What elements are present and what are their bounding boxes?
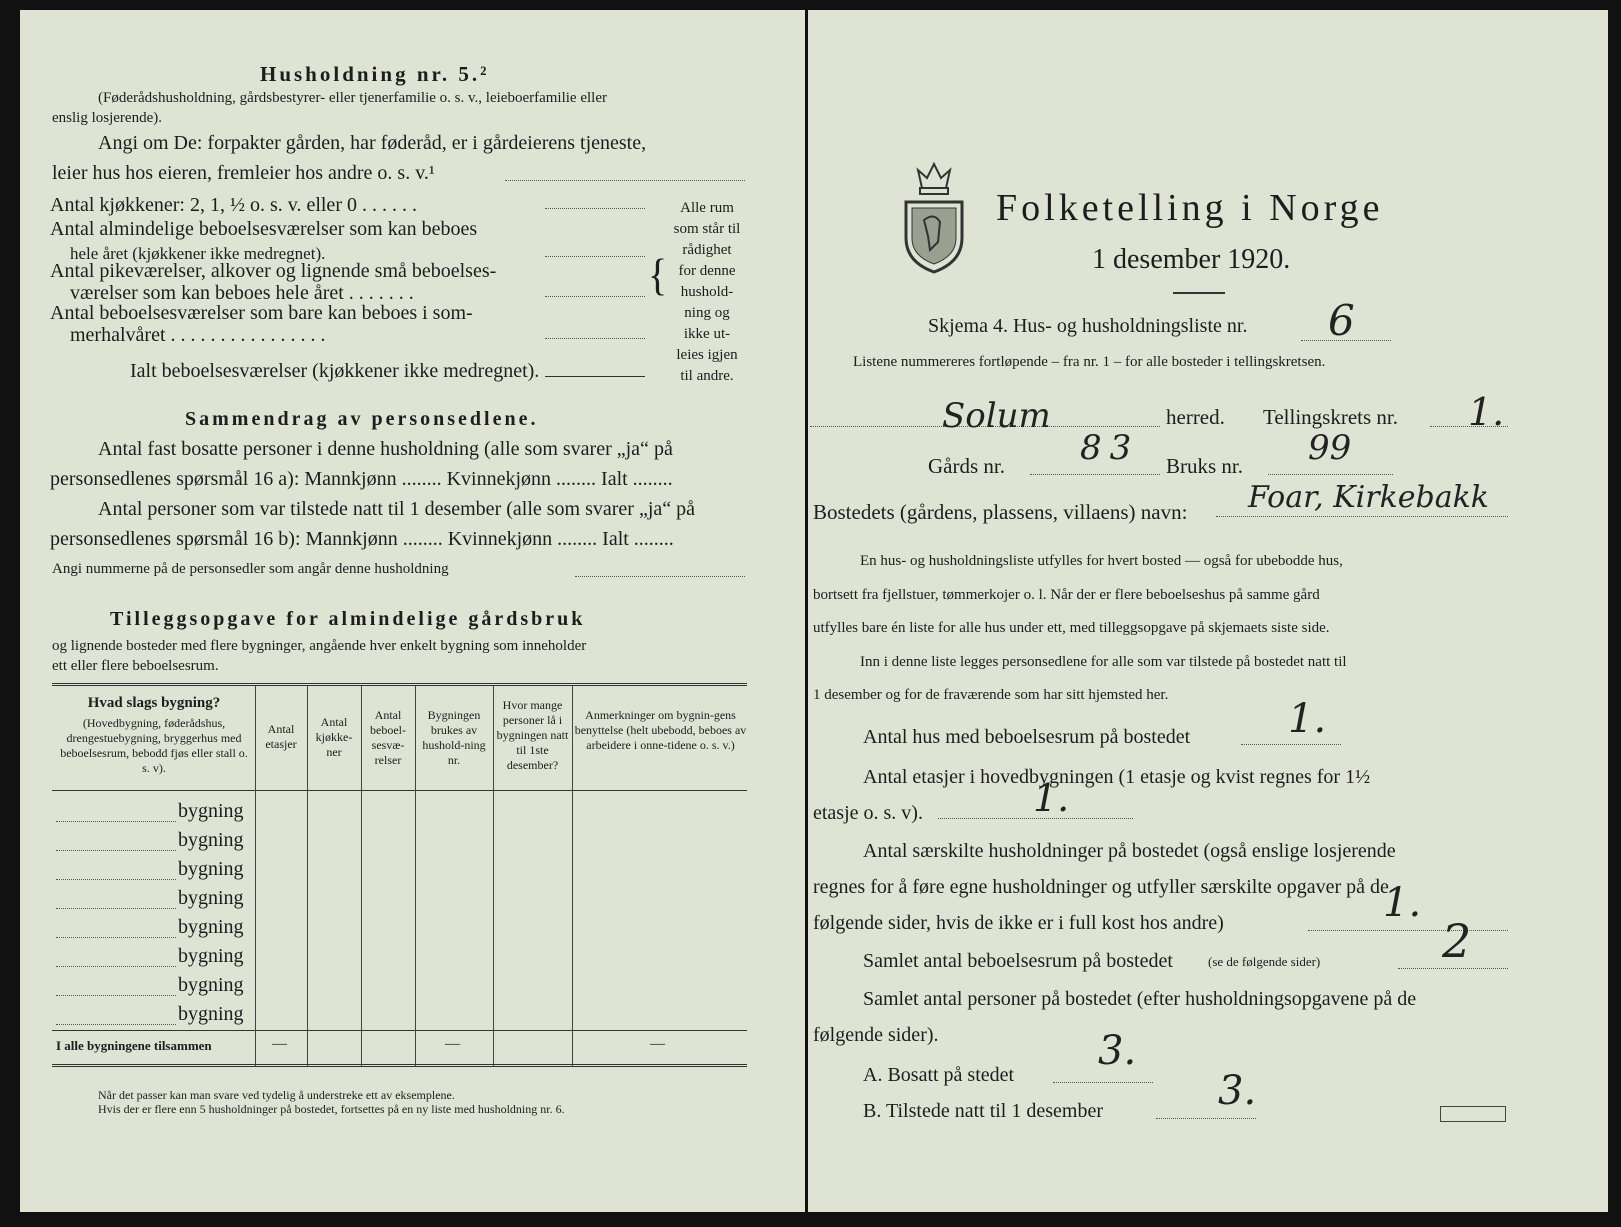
col-line (415, 686, 416, 1066)
q1-line-rule (1241, 744, 1341, 745)
total-row-label: I alle bygningene tilsammen (56, 1038, 212, 1053)
summary-line-1: Antal fast bosatte personer i denne husholdning (alle som svarer „ja“ på (98, 438, 673, 460)
listene-note: Listene nummereres fortløpende – fra nr. 1 – for alle bosteder i tellingskretsen. (853, 354, 1326, 370)
col-line (255, 686, 256, 1066)
col-line (361, 686, 362, 1066)
bosted-label: Bostedets (gårdens, plassens, villaens) navn: (813, 500, 1188, 524)
rooms-line-3: Antal pikeværelser, alkover og lignende små beboelses- (50, 260, 497, 282)
row-answer-line (56, 850, 176, 851)
total-dash: — (445, 1036, 460, 1052)
printer-stamp (1440, 1106, 1506, 1122)
para2-line-2: 1 desember og for de fraværende som har sitt hjemsted her. (813, 687, 1169, 703)
bruks-line-rule (1268, 474, 1393, 475)
header-kitchens: Antal kjøkke-ner (315, 715, 353, 759)
qa-label: A. Bosatt på stedet (863, 1064, 1015, 1086)
krets-label: Tellingskrets nr. (1263, 405, 1399, 429)
row-answer-line (56, 1024, 176, 1025)
qa-line-rule (1053, 1082, 1153, 1083)
nummerne-line (575, 576, 745, 577)
total-dash: — (650, 1036, 665, 1052)
skjema-value: 6 (1328, 296, 1355, 345)
row-answer-line (56, 908, 176, 909)
row-label: bygning (178, 800, 244, 822)
row-label: bygning (178, 887, 244, 909)
brace: { (648, 249, 668, 300)
rooms-line-0: Antal kjøkkener: 2, 1, ½ o. s. v. eller 0 . . . . . . (50, 194, 417, 216)
row-label: bygning (178, 974, 244, 996)
q4-small: (se de følgende sider) (1208, 954, 1321, 969)
summary-line-3: Antal personer som var tilstede natt til 1 desember (alle som svarer „ja“ på (98, 498, 696, 520)
row-answer-line (56, 995, 176, 996)
q3-line-2: regnes for å føre egne husholdninger og utfyller særskilte opgaver på de (813, 876, 1389, 898)
header-household: Bygningen brukes av hushold-ning nr. (422, 708, 486, 767)
tillegg-line-2: ett eller flere beboelsesrum. (52, 658, 219, 674)
bruks-label: Bruks nr. (1166, 454, 1244, 478)
para2-line-1: Inn i denne liste legges personsedlene for alle som var tilstede på bostedet natt til (860, 654, 1347, 670)
answer-line-rooms (545, 256, 645, 257)
angi-answer-line (505, 180, 745, 181)
gards-line-rule (1030, 474, 1160, 475)
qb-label: B. Tilstede natt til 1 desember (863, 1100, 1103, 1122)
row-answer-line (56, 879, 176, 880)
rooms-line-4: værelser som kan beboes hele året . . . . . . . (70, 282, 414, 304)
footnote-2: Hvis der er flere enn 5 husholdninger på bostedet, fortsettes på en ny liste med husholdning nr. 6. (98, 1102, 565, 1116)
q3-value: 1. (1383, 880, 1422, 926)
skjema-line: Skjema 4. Hus- og husholdningsliste nr. (928, 315, 1248, 337)
row-label: bygning (178, 858, 244, 880)
col-line (493, 686, 494, 1066)
row-answer-line (56, 966, 176, 967)
right-page (808, 10, 1608, 1212)
krets-value: 1. (1468, 390, 1505, 434)
tillegg-title: Tilleggsopgave for almindelige gårdsbruk (110, 608, 586, 630)
header-persons: Hvor mange personer lå i bygningen natt til 1ste desember? (496, 698, 569, 772)
q5-line-2: følgende sider). (813, 1024, 939, 1046)
q4-value: 2 (1442, 914, 1472, 968)
header-floors: Antal etasjer (265, 722, 297, 751)
left-page (20, 10, 805, 1212)
rooms-total: Ialt beboelsesværelser (kjøkkener ikke medregnet). (130, 360, 540, 382)
gards-label: Gårds nr. (928, 454, 1005, 478)
header-building-sub: (Hovedbygning, føderådshus, drengestuebygning, bryggerhus med beboelsesrum, bebodd fjøs eller stall o. s. v). (60, 716, 248, 775)
q3-line-3: følgende sider, hvis de ikke er i full kost hos andre) (813, 912, 1224, 934)
answer-line-small-rooms (545, 296, 645, 297)
side-note: Alle rum som står til rådighet for denne hushold- ning og ikke ut- leies igjen til andre. (673, 200, 741, 384)
coat-of-arms-icon (900, 158, 968, 276)
q1-value: 1. (1288, 696, 1327, 742)
footnote-1: Når det passer kan man svare ved tydelig å understreke ett av eksemplene. (98, 1088, 455, 1102)
rooms-line-6: merhalvåret . . . . . . . . . . . . . . . . (70, 324, 326, 346)
angi-line-1: Angi om De: forpakter gården, har føderåd, er i gårdeierens tjeneste, (98, 132, 647, 154)
rooms-line-2: hele året (kjøkkener ikke medregnet). (70, 244, 326, 263)
angi-line-2: leier hus hos eieren, fremleier hos andre o. s. v.¹ (52, 162, 435, 184)
summary-line-4: personsedlenes spørsmål 16 b): Mannkjønn ........ Kvinnekjønn ........ Ialt ........ (50, 528, 674, 550)
q4-line-rule (1398, 968, 1508, 969)
header-rooms: Antal beboel-sesvæ-relser (370, 708, 406, 767)
row-label: bygning (178, 1003, 244, 1025)
total-dash: — (272, 1036, 287, 1052)
row-label: bygning (178, 916, 244, 938)
row-answer-line (56, 937, 176, 938)
q3-line-rule (1308, 930, 1508, 931)
household-title: Husholdning nr. 5.² (260, 62, 490, 86)
title-rule (1173, 292, 1225, 294)
header-building: Hvad slags bygning? (87, 695, 221, 711)
herred-label: herred. (1166, 405, 1225, 429)
intro-line-2: enslig losjerende). (52, 110, 162, 126)
summary-line-2: personsedlenes spørsmål 16 a): Mannkjønn ........ Kvinnekjønn ........ Ialt ........ (50, 468, 673, 490)
table-bottom-rule (52, 1064, 747, 1067)
q2-line-2: etasje o. s. v). (813, 802, 923, 824)
row-answer-line (56, 821, 176, 822)
census-title: Folketelling i Norge (996, 187, 1384, 229)
row-label: bygning (178, 829, 244, 851)
para1-line-1: En hus- og husholdningsliste utfylles for hvert bosted — også for ubebodde hus, (860, 553, 1343, 569)
tillegg-line-1: og lignende bosteder med flere bygninger, angående hver enkelt bygning som inneholder (52, 638, 587, 654)
gards-value: 83 (1080, 428, 1140, 468)
table-top-rule (52, 683, 747, 686)
qa-value: 3. (1098, 1028, 1137, 1074)
q4-label: Samlet antal beboelsesrum på bostedet (863, 950, 1173, 972)
answer-line-summer (545, 338, 645, 339)
q2-line-1: Antal etasjer i hovedbygningen (1 etasje og kvist regnes for 1½ (863, 766, 1371, 788)
rooms-line-5: Antal beboelsesværelser som bare kan beboes i som- (50, 302, 473, 324)
col-line (572, 686, 573, 1066)
bosted-line-rule (1216, 516, 1508, 517)
herred-value: Solum (942, 396, 1051, 436)
q2-value: 1. (1033, 776, 1070, 820)
bosted-value: Foar, Kirkebakk (1248, 480, 1489, 515)
summary-title: Sammendrag av personsedlene. (185, 408, 539, 430)
qb-line-rule (1156, 1118, 1256, 1119)
summary-line-5: Angi nummerne på de personsedler som angår denne husholdning (52, 561, 449, 577)
para1-line-2: bortsett fra fjellstuer, tømmerkojer o. l. Når der er flere beboelseshus på samme gård (813, 587, 1320, 603)
q5-line-1: Samlet antal personer på bostedet (efter husholdningsopgavene på de (863, 988, 1417, 1010)
qb-value: 3. (1218, 1068, 1257, 1114)
intro-line-1: (Føderådshusholdning, gårdsbestyrer- eller tjenerfamilie o. s. v., leieboerfamilie eller (98, 90, 607, 106)
answer-line-total (545, 376, 645, 377)
census-date: 1 desember 1920. (1092, 244, 1291, 275)
col-line (307, 686, 308, 1066)
header-remarks: Anmerkninger om bygnin-gens benyttelse (helt ubebodd, beboes av arbeidere i onne-tidene o. s. v.) (574, 708, 747, 752)
table-total-rule (52, 1030, 747, 1031)
row-label: bygning (178, 945, 244, 967)
para1-line-3: utfylles bare én liste for alle hus under ett, med tilleggsopgave på skjemaets siste side. (813, 620, 1330, 636)
table-header-rule (52, 790, 747, 791)
q1-label: Antal hus med beboelsesrum på bostedet (863, 726, 1191, 748)
rooms-line-1: Antal almindelige beboelsesværelser som kan beboes (50, 218, 478, 240)
answer-line-kitchen (545, 208, 645, 209)
bruks-value: 99 (1308, 428, 1352, 468)
q3-line-1: Antal særskilte husholdninger på bostedet (også enslige losjerende (863, 840, 1396, 862)
